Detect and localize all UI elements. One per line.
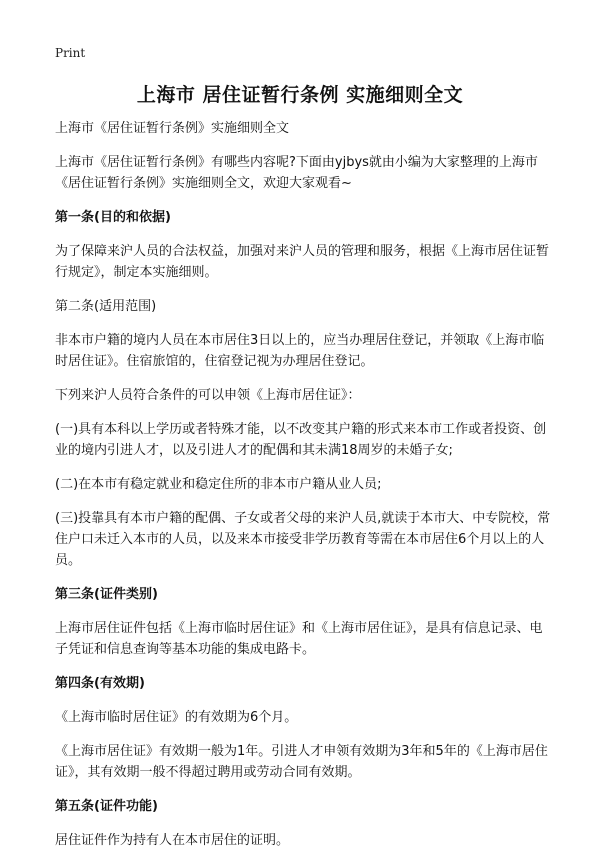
subtitle-paragraph: 上海市《居住证暂行条例》实施细则全文 bbox=[55, 121, 290, 136]
document-body bbox=[55, 118, 555, 864]
article-5-heading: 第五条(证件功能) bbox=[55, 799, 158, 814]
article-2-heading: 第二条(适用范围) bbox=[55, 299, 157, 314]
intro-paragraph: 上海市《居住证暂行条例》有哪些内容呢?下面由yjbys就由小编为大家整理的上海市《居住证暂行条例》实施细则全文，欢迎大家观看~ bbox=[55, 155, 538, 191]
article-4-text-1: 《上海市临时居住证》的有效期为6个月。 bbox=[55, 710, 298, 725]
article-5-text: 居住证件作为持有人在本市居住的证明。 bbox=[55, 833, 290, 848]
article-2-list-intro: 下列来沪人员符合条件的可以申领《上海市居住证》： bbox=[55, 388, 361, 403]
article-4-text-2: 《上海市居住证》有效期一般为1年。引进人才申领有效期为3年和5年的《上海市居住证》，其有效期一般不得超过聘用或劳动合同有效期。 bbox=[55, 744, 548, 780]
print-label: Print bbox=[55, 46, 86, 60]
article-2-text: 非本市户籍的境内人员在本市居住3日以上的，应当办理居住登记，并领取《上海市临时居住证》。住宿旅馆的，住宿登记视为办理居住登记。 bbox=[55, 333, 545, 369]
article-4-heading: 第四条(有效期) bbox=[55, 676, 145, 691]
article-3-heading: 第三条(证件类别) bbox=[55, 587, 158, 602]
article-1-text: 为了保障来沪人员的合法权益，加强对来沪人员的管理和服务，根据《上海市居住证暂行规定》，制定本实施细则。 bbox=[55, 244, 550, 280]
article-2-item-3: (三)投靠具有本市户籍的配偶、子女或者父母的来沪人员,就读于本市大、中专院校，常住户口未迁入本市的人员，以及来本市接受非学历教育等需在本市居住6个月以上的人员。 bbox=[55, 511, 551, 568]
article-2-item-1: (一)具有本科以上学历或者特殊才能，以不改变其户籍的形式来本市工作或者投资、创业的境内引进人才，以及引进人才的配偶和其未满18周岁的未婚子女; bbox=[55, 422, 547, 458]
page-title: 上海市 居住证暂行条例 实施细则全文 bbox=[136, 84, 464, 106]
article-2-item-2: (二)在本市有稳定就业和稳定住所的非本市户籍从业人员; bbox=[55, 477, 382, 492]
article-3-text: 上海市居住证件包括《上海市临时居住证》和《上海市居住证》，是具有信息记录、电子凭证和信息查询等基本功能的集成电路卡。 bbox=[55, 621, 543, 657]
article-1-heading: 第一条(目的和依据) bbox=[55, 210, 171, 225]
